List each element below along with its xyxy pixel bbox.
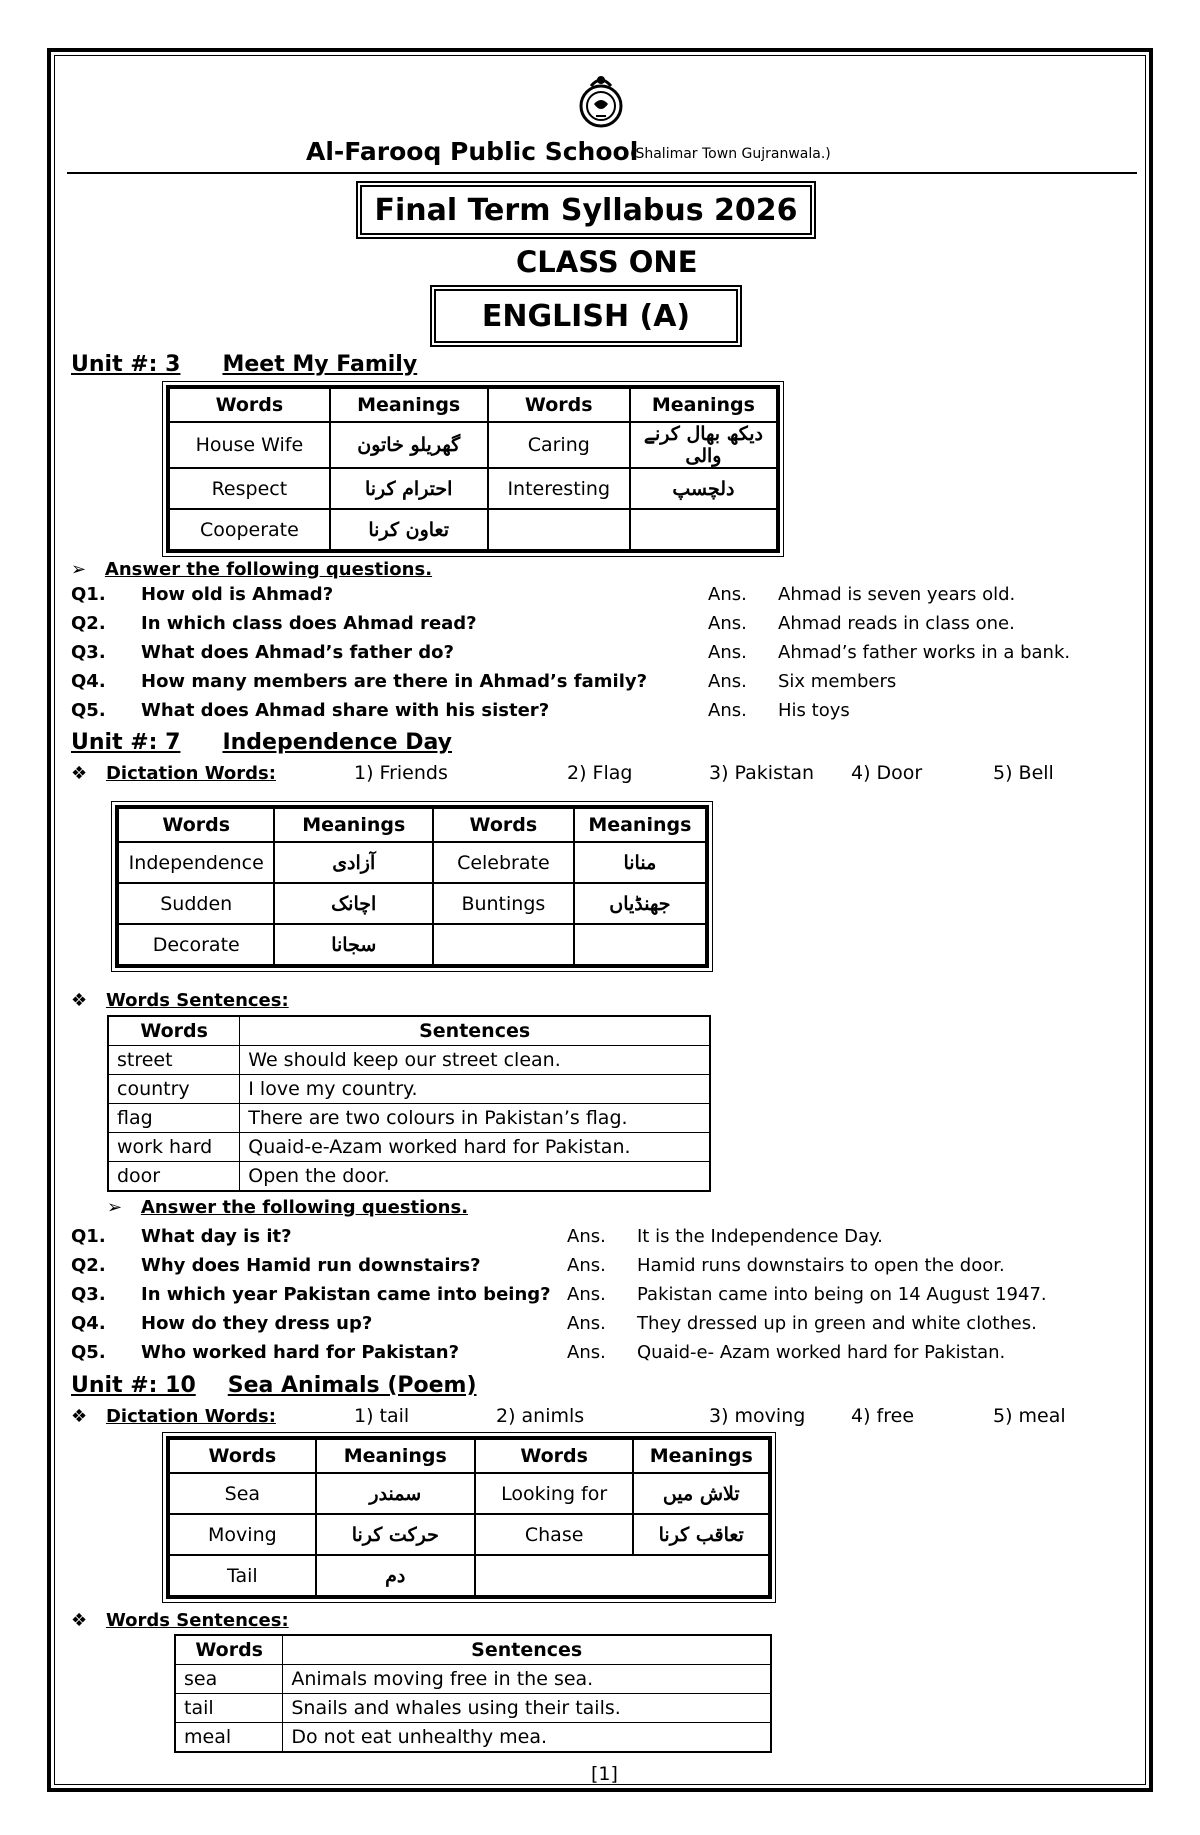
unit10-sentences-table: [174, 1634, 772, 1753]
table-header: Words: [175, 1635, 283, 1665]
table-header: Sentences: [240, 1016, 710, 1046]
word-cell: [488, 509, 630, 551]
question-number: Q4.: [71, 1313, 106, 1334]
meaning-cell: [633, 1555, 770, 1597]
table-header: Meanings: [633, 1438, 770, 1473]
unit7-heading: [71, 730, 452, 755]
sentence-cell: Open the door.: [240, 1162, 710, 1192]
word-cell: Tail: [168, 1555, 316, 1597]
word-cell: Independence: [117, 842, 274, 883]
question-text: How do they dress up?: [141, 1313, 373, 1334]
meaning-cell: حرکت کرنا: [316, 1514, 475, 1555]
table-header: Words: [475, 1438, 634, 1473]
arrow-bullet-icon: ➢: [71, 559, 87, 580]
answer-label: Ans.: [567, 1342, 606, 1363]
table-row: [108, 1046, 710, 1075]
table-row: [168, 509, 778, 551]
question-text: How old is Ahmad?: [141, 584, 334, 605]
qa-row: [71, 642, 1131, 670]
answer-label: Ans.: [708, 613, 747, 634]
meaning-cell: دلچسپ: [630, 468, 778, 509]
qa-row: [71, 1255, 1131, 1283]
question-text: What day is it?: [141, 1226, 292, 1247]
dictation-word: 5) meal: [993, 1405, 1066, 1427]
table-row: [168, 468, 778, 509]
answer-text: His toys: [778, 700, 850, 721]
answer-text: Hamid runs downstairs to open the door.: [637, 1255, 1005, 1276]
unit10-label: Unit #: 10: [71, 1373, 196, 1398]
sentences-heading-text: Words Sentences:: [105, 990, 289, 1011]
dictation-heading-text: Dictation Words:: [105, 763, 276, 784]
sentence-cell: Quaid-e-Azam worked hard for Pakistan.: [240, 1133, 710, 1162]
answer-heading-text: Answer the following questions.: [140, 1197, 469, 1218]
table-header: Meanings: [630, 387, 778, 422]
answer-label: Ans.: [567, 1255, 606, 1276]
sentence-cell: We should keep our street clean.: [240, 1046, 710, 1075]
qa-row: [71, 671, 1131, 699]
dictation-word: 1) Friends: [354, 762, 448, 784]
word-cell: work hard: [108, 1133, 240, 1162]
unit7-sentences-heading: [71, 990, 289, 1011]
word-cell: [475, 1555, 634, 1597]
table-row: [175, 1694, 771, 1723]
meaning-cell: گھریلو خاتون: [330, 422, 488, 468]
header-rule: [67, 172, 1137, 174]
table-header: Meanings: [330, 387, 488, 422]
diamond-bullet-icon: ❖: [71, 763, 88, 784]
dictation-word: 1) tail: [354, 1405, 410, 1427]
question-number: Q1.: [71, 1226, 106, 1247]
answer-label: Ans.: [708, 671, 747, 692]
word-cell: Chase: [475, 1514, 634, 1555]
diamond-bullet-icon: ❖: [71, 1610, 88, 1631]
word-cell: Caring: [488, 422, 630, 468]
question-text: Who worked hard for Pakistan?: [141, 1342, 460, 1363]
table-row: [117, 842, 707, 883]
meaning-cell: تلاش میں: [633, 1473, 770, 1514]
qa-row: [71, 613, 1131, 641]
question-number: Q1.: [71, 584, 106, 605]
diamond-bullet-icon: ❖: [71, 990, 88, 1011]
table-row: [108, 1162, 710, 1192]
question-number: Q5.: [71, 1342, 106, 1363]
answer-label: Ans.: [708, 642, 747, 663]
table-header: Words: [433, 807, 574, 842]
table-header: Meanings: [316, 1438, 475, 1473]
question-number: Q5.: [71, 700, 106, 721]
word-cell: Looking for: [475, 1473, 634, 1514]
word-cell: flag: [108, 1104, 240, 1133]
unit3-heading: [71, 352, 417, 377]
answer-text: They dressed up in green and white clothes.: [637, 1313, 1037, 1334]
dictation-word: 4) Door: [851, 762, 923, 784]
table-header: Words: [168, 1438, 316, 1473]
word-cell: tail: [175, 1694, 283, 1723]
table-header: Words: [488, 387, 630, 422]
qa-row: [71, 1313, 1131, 1341]
word-cell: [433, 924, 574, 966]
unit3-name: Meet My Family: [222, 352, 418, 377]
answer-label: Ans.: [567, 1284, 606, 1305]
answer-text: Ahmad is seven years old.: [778, 584, 1016, 605]
dictation-word: 5) Bell: [993, 762, 1054, 784]
unit3-answer-heading: [71, 559, 432, 580]
answer-heading-text: Answer the following questions.: [104, 559, 433, 580]
question-text: Why does Hamid run downstairs?: [141, 1255, 481, 1276]
school-name: Al-Farooq Public School: [306, 137, 639, 166]
meaning-cell: سجانا: [274, 924, 433, 966]
qa-row: [71, 1342, 1131, 1370]
question-number: Q2.: [71, 613, 106, 634]
table-row: [168, 422, 778, 468]
table-header: Words: [168, 387, 330, 422]
unit7-vocab-table: [115, 805, 709, 968]
meaning-cell: دیکھ بھال کرنے والی: [630, 422, 778, 468]
meaning-cell: تعاقب کرنا: [633, 1514, 770, 1555]
word-cell: street: [108, 1046, 240, 1075]
answer-label: Ans.: [708, 584, 747, 605]
meaning-cell: [574, 924, 707, 966]
unit10-vocab-table: [166, 1436, 772, 1599]
answer-label: Ans.: [567, 1313, 606, 1334]
unit7-sentences-table: [107, 1015, 711, 1192]
qa-row: [71, 700, 1131, 728]
word-cell: Buntings: [433, 883, 574, 924]
word-cell: sea: [175, 1665, 283, 1694]
subject-title: ENGLISH (A): [430, 285, 742, 347]
table-header: Words: [117, 807, 274, 842]
table-header: Meanings: [274, 807, 433, 842]
question-text: In which year Pakistan came into being?: [141, 1284, 551, 1305]
question-number: Q3.: [71, 642, 106, 663]
word-cell: Celebrate: [433, 842, 574, 883]
word-cell: House Wife: [168, 422, 330, 468]
sentence-cell: I love my country.: [240, 1075, 710, 1104]
unit7-answer-heading: [107, 1197, 468, 1218]
unit10-heading: [71, 1373, 477, 1398]
word-cell: meal: [175, 1723, 283, 1753]
dictation-word: 2) Flag: [567, 762, 633, 784]
table-row: [175, 1665, 771, 1694]
answer-label: Ans.: [708, 700, 747, 721]
table-header: Meanings: [574, 807, 707, 842]
question-number: Q3.: [71, 1284, 106, 1305]
table-row: [117, 924, 707, 966]
unit10-name: Sea Animals (Poem): [227, 1373, 477, 1398]
sentences-heading-text: Words Sentences:: [105, 1610, 289, 1631]
meaning-cell: آزادی: [274, 842, 433, 883]
unit7-name: Independence Day: [222, 730, 453, 755]
word-cell: Moving: [168, 1514, 316, 1555]
meaning-cell: دم: [316, 1555, 475, 1597]
qa-row: [71, 584, 1131, 612]
word-cell: Sudden: [117, 883, 274, 924]
table-row: [168, 1473, 770, 1514]
answer-text: It is the Independence Day.: [637, 1226, 883, 1247]
word-cell: Respect: [168, 468, 330, 509]
sentence-cell: There are two colours in Pakistan’s flag.: [240, 1104, 710, 1133]
sentence-cell: Do not eat unhealthy mea.: [283, 1723, 771, 1753]
qa-row: [71, 1226, 1131, 1254]
dictation-heading-text: Dictation Words:: [105, 1406, 276, 1427]
word-cell: country: [108, 1075, 240, 1104]
school-address: (Shalimar Town Gujranwala.): [630, 146, 831, 162]
dictation-word: 3) moving: [709, 1405, 806, 1427]
dictation-word: 3) Pakistan: [709, 762, 815, 784]
word-cell: Decorate: [117, 924, 274, 966]
sentence-cell: Snails and whales using their tails.: [283, 1694, 771, 1723]
meaning-cell: تعاون کرنا: [330, 509, 488, 551]
question-text: What does Ahmad’s father do?: [141, 642, 454, 663]
unit10-sentences-heading: [71, 1610, 289, 1631]
sentence-cell: Animals moving free in the sea.: [283, 1665, 771, 1694]
unit10-dictation-heading: [71, 1406, 276, 1427]
table-row: [168, 1514, 770, 1555]
table-header: Sentences: [283, 1635, 771, 1665]
unit3-label: Unit #: 3: [71, 352, 181, 377]
meaning-cell: منانا: [574, 842, 707, 883]
word-cell: Interesting: [488, 468, 630, 509]
question-text: What does Ahmad share with his sister?: [141, 700, 550, 721]
question-text: How many members are there in Ahmad’s family?: [141, 671, 648, 692]
table-row: [175, 1723, 771, 1753]
question-text: In which class does Ahmad read?: [141, 613, 477, 634]
meaning-cell: سمندر: [316, 1473, 475, 1514]
syllabus-title: Final Term Syllabus 2026: [356, 181, 816, 239]
answer-text: Ahmad’s father works in a bank.: [778, 642, 1071, 663]
class-title: CLASS ONE: [516, 245, 698, 279]
meaning-cell: اچانک: [274, 883, 433, 924]
answer-label: Ans.: [567, 1226, 606, 1247]
word-cell: Cooperate: [168, 509, 330, 551]
meaning-cell: احترام کرنا: [330, 468, 488, 509]
diamond-bullet-icon: ❖: [71, 1406, 88, 1427]
answer-text: Pakistan came into being on 14 August 1947.: [637, 1284, 1047, 1305]
table-row: [108, 1104, 710, 1133]
unit7-dictation-heading: [71, 763, 276, 784]
answer-text: Six members: [778, 671, 897, 692]
page-number: [1]: [591, 1763, 618, 1785]
question-number: Q4.: [71, 671, 106, 692]
qa-row: [71, 1284, 1131, 1312]
dictation-word: 2) animls: [496, 1405, 585, 1427]
unit7-label: Unit #: 7: [71, 730, 181, 755]
question-number: Q2.: [71, 1255, 106, 1276]
answer-text: Ahmad reads in class one.: [778, 613, 1015, 634]
meaning-cell: جھنڈیاں: [574, 883, 707, 924]
table-row: [168, 1555, 770, 1597]
word-cell: Sea: [168, 1473, 316, 1514]
dictation-word: 4) free: [851, 1405, 915, 1427]
word-cell: door: [108, 1162, 240, 1192]
table-row: [117, 883, 707, 924]
table-row: [108, 1133, 710, 1162]
school-logo: [578, 72, 624, 128]
table-row: [108, 1075, 710, 1104]
unit3-vocab-table: [166, 385, 780, 553]
table-header: Words: [108, 1016, 240, 1046]
arrow-bullet-icon: ➢: [107, 1197, 123, 1218]
meaning-cell: [630, 509, 778, 551]
answer-text: Quaid-e- Azam worked hard for Pakistan.: [637, 1342, 1006, 1363]
